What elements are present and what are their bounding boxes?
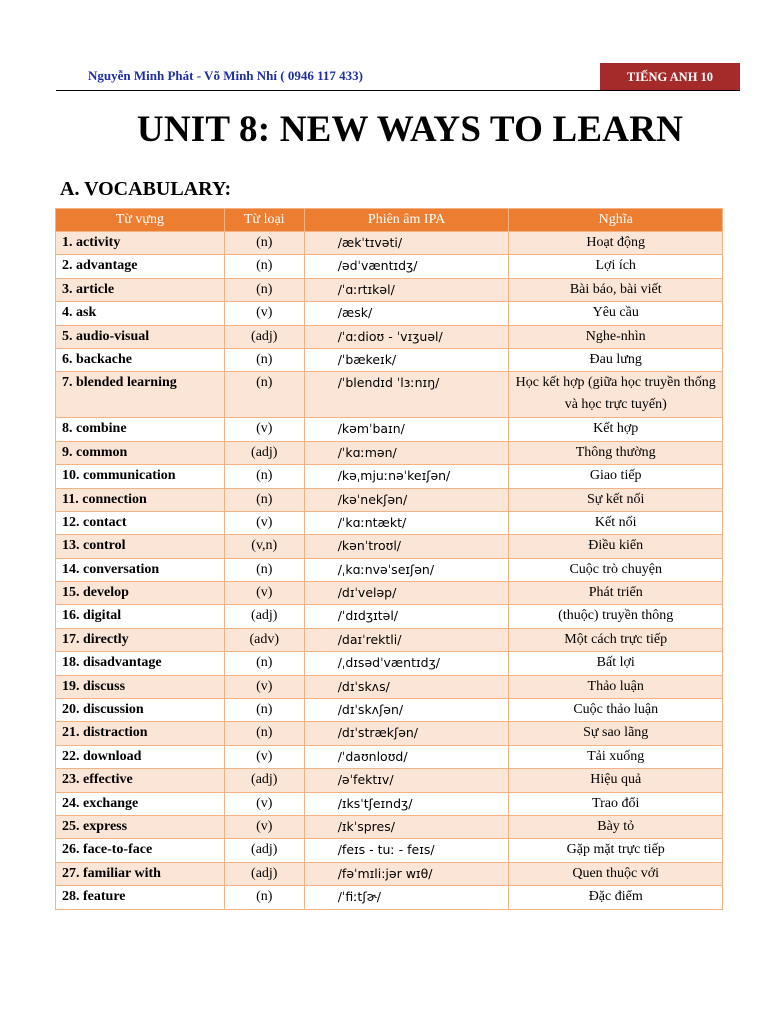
table-row [56,255,723,278]
table-row [56,325,723,348]
vocab-word-cell: 23. effective [56,769,225,792]
meaning-cell: Phát triển [509,582,723,605]
vocab-word-cell: 17. directly [56,628,225,651]
table-row [56,348,723,371]
table-row [56,815,723,838]
ipa-cell: /fəˈmɪli:jər wɪθ/ [304,862,509,885]
ipa-cell: /kənˈtroʊl/ [304,535,509,558]
table-row [56,582,723,605]
meaning-cell: Thảo luận [509,675,723,698]
ipa-cell: /ˈkɑːntækt/ [304,511,509,534]
meaning-cell: Gặp mặt trực tiếp [509,839,723,862]
meaning-cell: Lợi ích [509,255,723,278]
part-of-speech-cell: (v) [224,745,304,768]
vocab-word-cell: 8. combine [56,418,225,441]
meaning-cell: Hiệu quả [509,769,723,792]
ipa-cell: /ˈɑːrtɪkəl/ [304,278,509,301]
ipa-cell: /ˌkɑːnvəˈseɪʃən/ [304,558,509,581]
column-header-ipa: Phiên âm IPA [304,209,509,232]
table-row [56,278,723,301]
vocab-word-cell: 5. audio-visual [56,325,225,348]
part-of-speech-cell: (v) [224,675,304,698]
meaning-cell: Cuộc thảo luận [509,699,723,722]
table-row [56,792,723,815]
meaning-cell: Sự sao lãng [509,722,723,745]
section-heading: A. VOCABULARY: [60,178,232,200]
meaning-cell: Bài báo, bài viết [509,278,723,301]
vocab-word-cell: 24. exchange [56,792,225,815]
table-row [56,511,723,534]
meaning-cell: Đau lưng [509,348,723,371]
ipa-cell: /ˈdaʊnloʊd/ [304,745,509,768]
vocab-word-cell: 28. feature [56,886,225,909]
vocab-word-cell: 2. advantage [56,255,225,278]
meaning-cell: Nghe-nhìn [509,325,723,348]
part-of-speech-cell: (n) [224,558,304,581]
table-row [56,769,723,792]
table-header-row [56,209,723,232]
vocab-word-cell: 12. contact [56,511,225,534]
ipa-cell: /ˈbækeɪk/ [304,348,509,371]
ipa-cell: /ɪksˈtʃeɪndʒ/ [304,792,509,815]
ipa-cell: /ækˈtɪvəti/ [304,232,509,255]
part-of-speech-cell: (adj) [224,862,304,885]
meaning-cell: Điều kiển [509,535,723,558]
meaning-cell: Bất lợi [509,652,723,675]
vocab-word-cell: 4. ask [56,302,225,325]
ipa-cell: /dɪˈveləp/ [304,582,509,605]
table-row [56,628,723,651]
part-of-speech-cell: (n) [224,886,304,909]
vocab-word-cell: 16. digital [56,605,225,628]
table-row [56,886,723,909]
meaning-cell: Kết hợp [509,418,723,441]
table-row [56,558,723,581]
table-row [56,745,723,768]
ipa-cell: /ɪkˈspres/ [304,815,509,838]
table-row [56,862,723,885]
vocab-word-cell: 7. blended learning [56,372,225,418]
ipa-cell: /ˌdɪsədˈvæntɪdʒ/ [304,652,509,675]
vocab-word-cell: 6. backache [56,348,225,371]
part-of-speech-cell: (v,n) [224,535,304,558]
ipa-cell: /æsk/ [304,302,509,325]
part-of-speech-cell: (adj) [224,769,304,792]
part-of-speech-cell: (adj) [224,325,304,348]
ipa-cell: /ədˈvæntɪdʒ/ [304,255,509,278]
subject-badge: TIẾNG ANH 10 [600,63,740,91]
table-row [56,675,723,698]
table-row [56,699,723,722]
part-of-speech-cell: (n) [224,652,304,675]
part-of-speech-cell: (n) [224,372,304,418]
vocab-word-cell: 9. common [56,441,225,464]
vocab-word-cell: 19. discuss [56,675,225,698]
table-row [56,302,723,325]
page-title: UNIT 8: NEW WAYS TO LEARN [136,109,684,150]
table-row [56,535,723,558]
table-row [56,372,723,418]
part-of-speech-cell: (adj) [224,441,304,464]
meaning-cell: Yêu cầu [509,302,723,325]
part-of-speech-cell: (n) [224,722,304,745]
ipa-cell: /kəmˈbaɪn/ [304,418,509,441]
meaning-cell: Giao tiếp [509,465,723,488]
part-of-speech-cell: (v) [224,792,304,815]
part-of-speech-cell: (adj) [224,605,304,628]
header-divider [56,90,740,91]
meaning-cell: Học kết hợp (giữa học truyền thống và học trực tuyến) [509,372,723,418]
ipa-cell: /kəˈnekʃən/ [304,488,509,511]
part-of-speech-cell: (adj) [224,839,304,862]
table-row [56,465,723,488]
part-of-speech-cell: (n) [224,348,304,371]
ipa-cell: /daɪˈrektli/ [304,628,509,651]
meaning-cell: Bày tỏ [509,815,723,838]
ipa-cell: /dɪˈskʌs/ [304,675,509,698]
meaning-cell: Trao đổi [509,792,723,815]
vocab-word-cell: 3. article [56,278,225,301]
vocab-word-cell: 18. disadvantage [56,652,225,675]
table-row [56,652,723,675]
meaning-cell: Tải xuống [509,745,723,768]
meaning-cell: Hoạt động [509,232,723,255]
part-of-speech-cell: (v) [224,418,304,441]
meaning-cell: Quen thuộc với [509,862,723,885]
ipa-cell: /dɪˈskʌʃən/ [304,699,509,722]
part-of-speech-cell: (n) [224,278,304,301]
column-header-word: Từ vựng [56,209,225,232]
part-of-speech-cell: (n) [224,255,304,278]
vocab-word-cell: 1. activity [56,232,225,255]
part-of-speech-cell: (v) [224,511,304,534]
table-row [56,839,723,862]
part-of-speech-cell: (n) [224,465,304,488]
ipa-cell: /ˈdɪdʒɪtəl/ [304,605,509,628]
vocab-word-cell: 21. distraction [56,722,225,745]
part-of-speech-cell: (v) [224,302,304,325]
ipa-cell: /dɪˈstrækʃən/ [304,722,509,745]
vocab-word-cell: 10. communication [56,465,225,488]
vocab-word-cell: 20. discussion [56,699,225,722]
vocab-word-cell: 11. connection [56,488,225,511]
vocab-word-cell: 25. express [56,815,225,838]
table-body [56,232,723,910]
meaning-cell: Cuộc trò chuyện [509,558,723,581]
table-row [56,232,723,255]
vocab-word-cell: 22. download [56,745,225,768]
vocab-word-cell: 14. conversation [56,558,225,581]
table-row [56,722,723,745]
ipa-cell: /ˈɑːdioʊ - ˈvɪʒuəl/ [304,325,509,348]
table-row [56,488,723,511]
part-of-speech-cell: (n) [224,488,304,511]
table-row [56,441,723,464]
part-of-speech-cell: (adv) [224,628,304,651]
vocab-word-cell: 13. control [56,535,225,558]
part-of-speech-cell: (n) [224,232,304,255]
ipa-cell: /ˈkɑːmən/ [304,441,509,464]
table-row [56,418,723,441]
column-header-pos: Từ loại [224,209,304,232]
vocabulary-table [55,208,723,910]
part-of-speech-cell: (n) [224,699,304,722]
column-header-meaning: Nghĩa [509,209,723,232]
vocab-word-cell: 15. develop [56,582,225,605]
ipa-cell: /feɪs - tuː - feɪs/ [304,839,509,862]
part-of-speech-cell: (v) [224,582,304,605]
meaning-cell: Kết nối [509,511,723,534]
ipa-cell: /kəˌmjuːnəˈkeɪʃən/ [304,465,509,488]
vocab-word-cell: 26. face-to-face [56,839,225,862]
meaning-cell: (thuộc) truyền thông [509,605,723,628]
ipa-cell: /əˈfektɪv/ [304,769,509,792]
vocab-word-cell: 27. familiar with [56,862,225,885]
ipa-cell: /ˈfiːtʃɚ/ [304,886,509,909]
meaning-cell: Một cách trực tiếp [509,628,723,651]
meaning-cell: Đặc điểm [509,886,723,909]
ipa-cell: /ˈblendɪd ˈlɜːnɪŋ/ [304,372,509,418]
part-of-speech-cell: (v) [224,815,304,838]
meaning-cell: Sự kết nối [509,488,723,511]
header-author: Nguyễn Minh Phát - Võ Minh Nhí ( 0946 117 433) [88,68,363,83]
table-row [56,605,723,628]
meaning-cell: Thông thường [509,441,723,464]
